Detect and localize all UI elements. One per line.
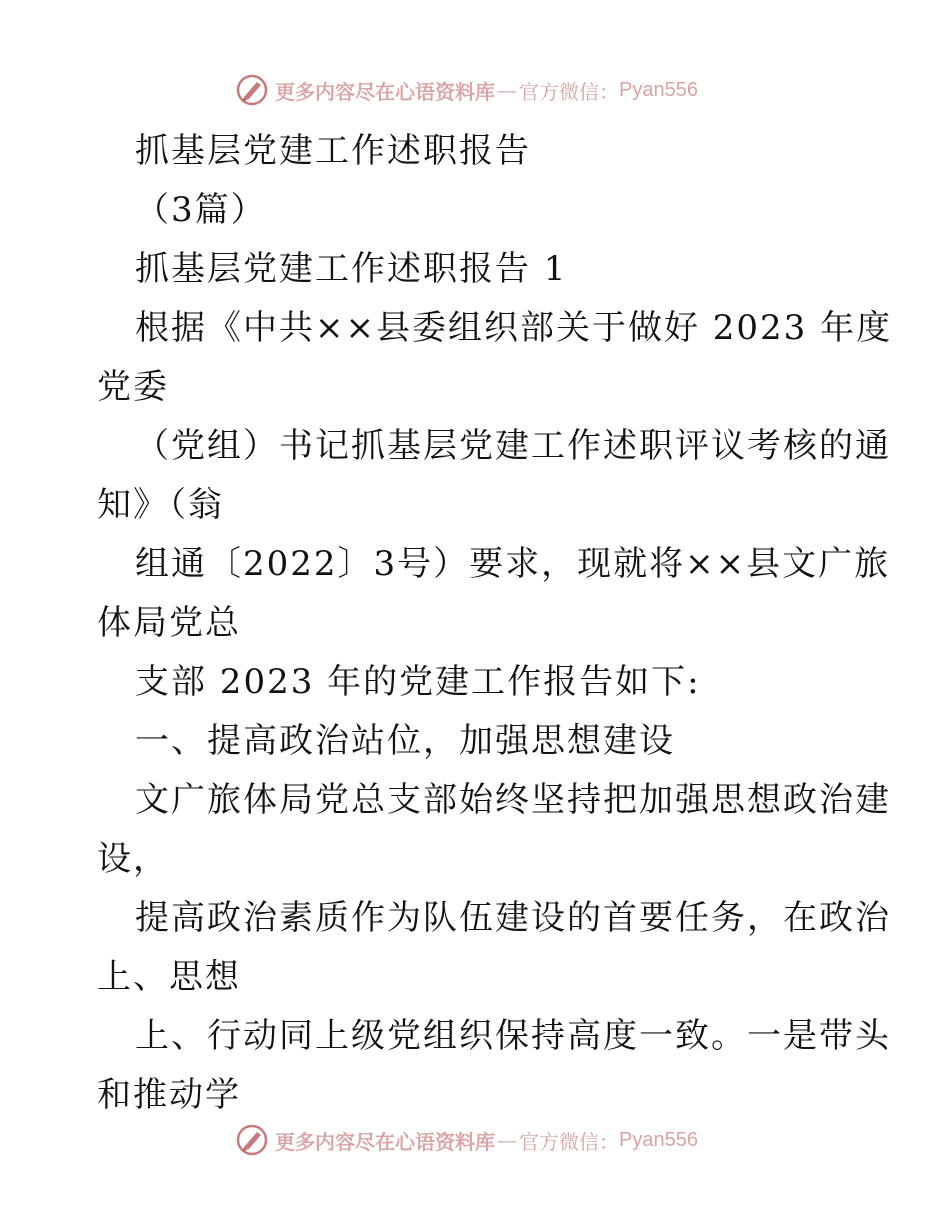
- pen-circle-logo-icon: [235, 73, 269, 107]
- doc-subtitle: （3篇）: [135, 190, 267, 230]
- footer-watermark: [235, 1122, 698, 1158]
- subsection-heading: 一、提高政治站位，加强思想建设: [135, 721, 675, 761]
- paragraph-line: 提高政治素质作为队伍建设的首要任务，在政治: [135, 898, 891, 938]
- paragraph-line: 根据《中共××县委组织部关于做好 2023 年度: [135, 308, 893, 348]
- paragraph-line: 组通〔2022〕3号）要求，现就将××县文广旅: [135, 544, 891, 584]
- paragraph-line: （党组）书记抓基层党建工作述职评议考核的通: [135, 426, 891, 466]
- paragraph-line: 设，: [97, 839, 169, 879]
- paragraph-line: 支部 2023 年的党建工作报告如下:: [135, 662, 701, 702]
- watermark-wechat-label: 官方微信：: [519, 1129, 619, 1154]
- pen-circle-logo-icon: [235, 1123, 269, 1157]
- paragraph-line: 文广旅体局党总支部始终坚持把加强思想政治建: [135, 780, 891, 820]
- watermark-wechat-id: Pyan556: [619, 1128, 698, 1151]
- watermark-wechat-id: Pyan556: [619, 78, 698, 101]
- header-watermark: [235, 72, 698, 108]
- watermark-separator: —: [497, 1128, 517, 1152]
- paragraph-line: 上、思想: [97, 957, 241, 997]
- watermark-brand-text: 更多内容尽在心语资料库: [275, 79, 495, 104]
- paragraph-line: 知》（翁: [97, 485, 224, 525]
- watermark-wechat-label: 官方微信：: [519, 79, 619, 104]
- paragraph-line: 上、行动同上级党组织保持高度一致。一是带头: [135, 1016, 891, 1056]
- watermark-brand-text: 更多内容尽在心语资料库: [275, 1129, 495, 1154]
- doc-title: 抓基层党建工作述职报告: [135, 131, 531, 171]
- document-body: [97, 122, 893, 1125]
- section-heading: 抓基层党建工作述职报告 1: [135, 249, 568, 289]
- paragraph-line: 党委: [97, 367, 169, 407]
- paragraph-line: 和推动学: [97, 1075, 241, 1115]
- paragraph-line: 体局党总: [97, 603, 241, 643]
- watermark-separator: —: [497, 78, 517, 102]
